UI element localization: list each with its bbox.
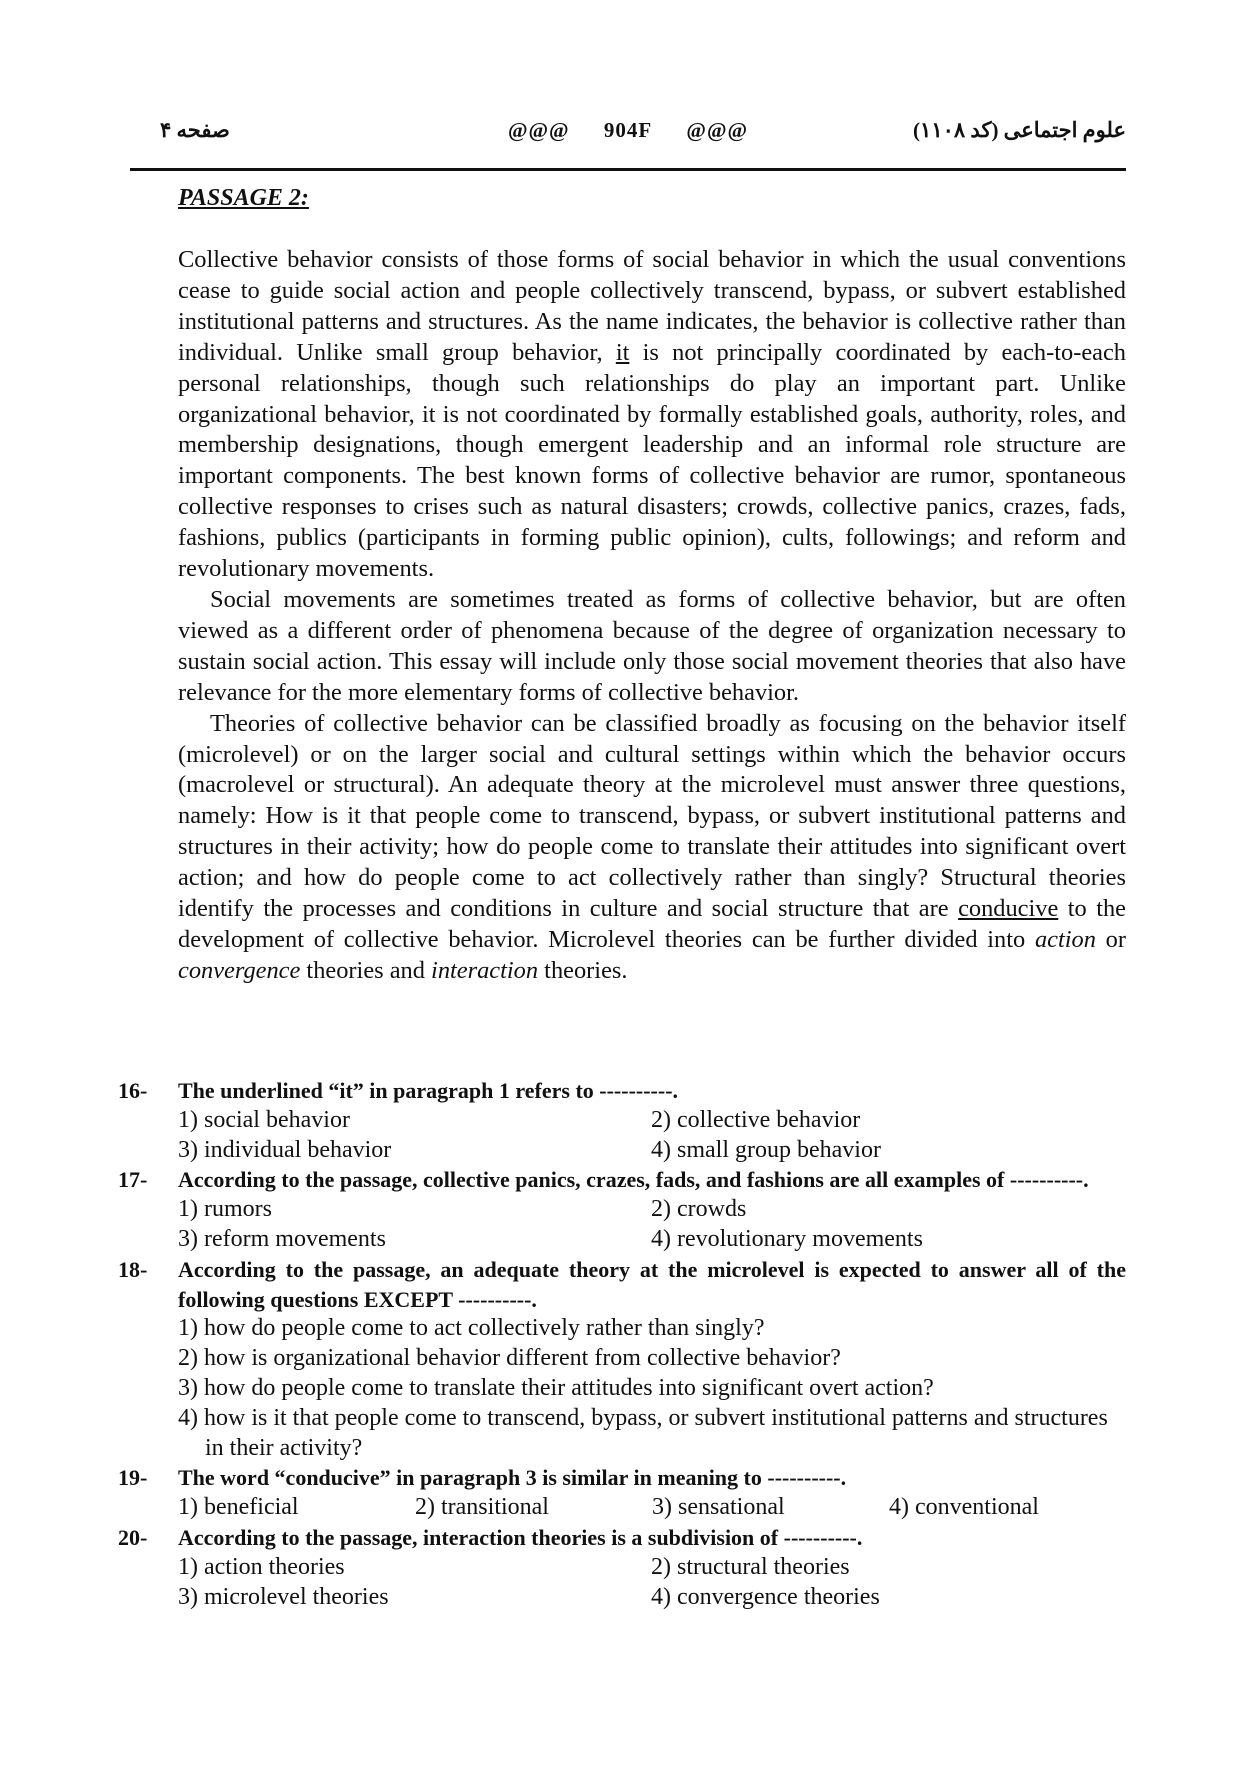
answer-options xyxy=(178,1314,1126,1463)
answer-option[interactable]: 2) crowds xyxy=(651,1196,747,1223)
question-number: 16- xyxy=(118,1078,148,1103)
question-stem: According to the passage, interaction theories is a subdivision of ----------. xyxy=(178,1524,863,1550)
answer-option[interactable]: 1) how do people come to act collectively rather than singly? xyxy=(178,1315,765,1342)
question-number: 17- xyxy=(118,1167,148,1193)
paragraph-text: or xyxy=(1095,925,1126,953)
underlined-conducive: conducive xyxy=(958,895,1059,923)
answer-option[interactable]: 3) individual behavior xyxy=(178,1136,392,1163)
passage-body xyxy=(178,245,1126,987)
answer-option[interactable]: 4) small group behavior xyxy=(651,1136,881,1163)
question-19 xyxy=(0,1463,1243,1523)
italic-term: convergence xyxy=(178,956,301,984)
answer-option[interactable]: 3) sensational xyxy=(652,1494,785,1521)
paragraph-text: to the development of collective behavior. Microlevel theories can be further divided into xyxy=(178,895,1127,953)
question-number: 18- xyxy=(118,1256,148,1282)
answer-option[interactable]: 2) transitional xyxy=(415,1494,549,1521)
question-stem: The underlined “it” in paragraph 1 refers to ----------. xyxy=(178,1078,679,1103)
paragraph-text: Collective behavior consists of those forms of social behavior in which the usual conventions cease to guide social action and people collectively transcend, bypass, or subvert established institutional patterns and structures. As the name indicates, the behavior is collective rather than individual. Unlike small group behavior, xyxy=(178,246,1126,366)
paragraph-1 xyxy=(178,245,1126,585)
answer-option[interactable]: 2) how is organizational behavior different from collective behavior? xyxy=(178,1345,841,1372)
page-header xyxy=(130,118,1126,152)
italic-term: interaction xyxy=(431,956,539,984)
answer-option[interactable]: 1) action theories xyxy=(178,1553,345,1580)
paragraph-text: Theories of collective behavior can be classified broadly as focusing on the behavior itself (microlevel) or on the larger social and cultural settings within which the behavior occurs (macrolevel or structural). An adequate theory at the microlevel must answer three questions, namely: How is it that people come to transcend, bypass, or subvert institutional patterns and structures in their activity; how do people come to translate their attitudes into significant overt action; and how do people come to act collectively rather than singly? Structural theories identify the processes and conditions in culture and social structure that are xyxy=(178,709,1126,923)
question-stem: According to the passage, collective panics, crazes, fads, and fashions are all examples of ----------. xyxy=(178,1167,1089,1193)
question-number: 19- xyxy=(118,1465,148,1491)
answer-option[interactable]: 3) reform movements xyxy=(178,1225,386,1252)
page-number: صفحه ۴ xyxy=(160,118,230,142)
answer-option[interactable]: 2) collective behavior xyxy=(651,1106,861,1133)
question-stem: The word “conducive” in paragraph 3 is similar in meaning to ----------. xyxy=(178,1465,847,1491)
question-16 xyxy=(0,1076,1243,1165)
answer-option[interactable]: 3) microlevel theories xyxy=(178,1583,389,1610)
answer-option[interactable]: 3) how do people come to translate their attitudes into significant overt action? xyxy=(178,1374,934,1401)
exam-code-value: 904F xyxy=(603,118,653,142)
subject-title: علوم اجتماعی (کد ۱۱۰۸) xyxy=(913,118,1126,142)
answer-option[interactable]: 1) rumors xyxy=(178,1196,272,1223)
answer-option[interactable]: 2) structural theories xyxy=(651,1553,850,1580)
answer-options xyxy=(178,1553,1126,1613)
answer-option[interactable]: 4) conventional xyxy=(889,1494,1039,1521)
exam-code-marker: @@@ xyxy=(507,118,570,142)
italic-term: action xyxy=(1034,925,1096,953)
header-divider xyxy=(130,168,1126,171)
answer-option[interactable]: 1) social behavior xyxy=(178,1106,350,1133)
question-20 xyxy=(0,1523,1243,1612)
passage-title: PASSAGE 2: xyxy=(178,185,309,211)
answer-option[interactable]: 4) revolutionary movements xyxy=(651,1225,923,1252)
paragraph-text: theories and xyxy=(300,956,432,984)
paragraph-2: Social movements are sometimes treated as forms of collective behavior, but are often viewed as a different order of phenomena because of the degree of organization necessary to sustain social action. This essay will include only those social movement theories that also have relevance for the more elementary forms of collective behavior. xyxy=(178,585,1126,706)
answer-options xyxy=(178,1106,1126,1166)
answer-option[interactable]: 4) how is it that people come to transcend, bypass, or subvert institutional patterns and structures in their activity? xyxy=(178,1404,1108,1461)
answer-options xyxy=(178,1195,1126,1255)
paragraph-text: is not principally coordinated by each-to-each personal relationships, though such relationships do play an important part. Unlike organizational behavior, it is not coordinated by formally established goals, authority, roles, and membership designations, though emergent leadership and an informal role structure are important components. The best known forms of collective behavior are rumor, spontaneous collective responses to crises such as natural disasters; crowds, collective panics, crazes, fads, fashions, publics (participants in forming public opinion), cults, followings; and reform and revolutionary movements. xyxy=(178,338,1127,583)
question-number: 20- xyxy=(118,1524,148,1550)
answer-options xyxy=(178,1493,1126,1523)
question-17 xyxy=(0,1165,1243,1254)
question-18 xyxy=(0,1255,1243,1464)
question-stem: According to the passage, an adequate theory at the microlevel is expected to answer all of the following questions EXCEPT ----------. xyxy=(178,1256,1126,1312)
answer-option[interactable]: 1) beneficial xyxy=(178,1494,299,1521)
exam-code-marker: @@@ xyxy=(686,118,749,142)
answer-option[interactable]: 4) convergence theories xyxy=(651,1583,880,1610)
paragraph-text: theories. xyxy=(538,956,628,984)
question-list xyxy=(0,1076,1243,1612)
underlined-it: it xyxy=(615,338,630,366)
paragraph-3 xyxy=(178,709,1126,987)
